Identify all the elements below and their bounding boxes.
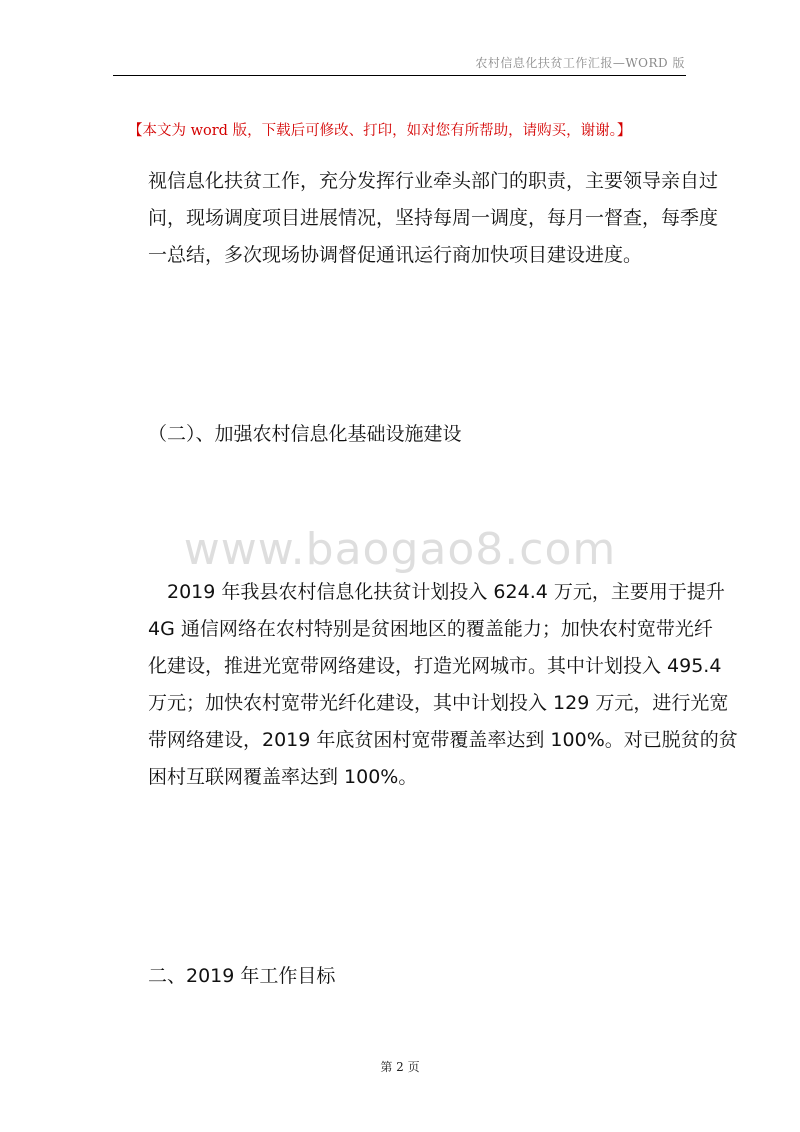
watermark: www.baogao8.com <box>183 524 617 575</box>
paragraph-line: 视信息化扶贫工作，充分发挥行业牵头部门的职责，主要领导亲自过 <box>148 170 719 192</box>
paragraph-line: 2019 年我县农村信息化扶贫计划投入 624.4 万元，主要用于提升 <box>148 581 725 603</box>
page-number: 第 2 页 <box>380 1060 420 1074</box>
paragraph-line: 带网络建设，2019 年底贫困村宽带覆盖率达到 100%。对已脱贫的贫 <box>148 729 738 751</box>
paragraph-investment <box>148 574 738 796</box>
running-header: 农村信息化扶贫工作汇报—WORD 版 <box>475 56 685 70</box>
paragraph-line: 一总结，多次现场协调督促通讯运行商加快项目建设进度。 <box>148 244 643 266</box>
header-divider <box>113 75 686 76</box>
purchase-notice: 【本文为 word 版，下载后可修改、打印，如对您有所帮助，请购买，谢谢。】 <box>128 123 632 139</box>
paragraph-line: 万元；加快农村宽带光纤化建设，其中计划投入 129 万元，进行光宽 <box>148 692 729 714</box>
section-heading-infrastructure: （二）、加强农村信息化基础设施建设 <box>148 423 462 445</box>
paragraph-line: 4G 通信网络在农村特别是贫困地区的覆盖能力；加快农村宽带光纤 <box>148 618 713 640</box>
section-heading-goals: 二、2019 年工作目标 <box>148 965 336 987</box>
paragraph-continued <box>148 163 719 274</box>
paragraph-line: 困村互联网覆盖率达到 100%。 <box>148 766 418 788</box>
paragraph-line: 化建设，推进光宽带网络建设，打造光网城市。其中计划投入 495.4 <box>148 655 722 677</box>
paragraph-line: 问，现场调度项目进展情况，坚持每周一调度，每月一督查，每季度 <box>148 207 719 229</box>
